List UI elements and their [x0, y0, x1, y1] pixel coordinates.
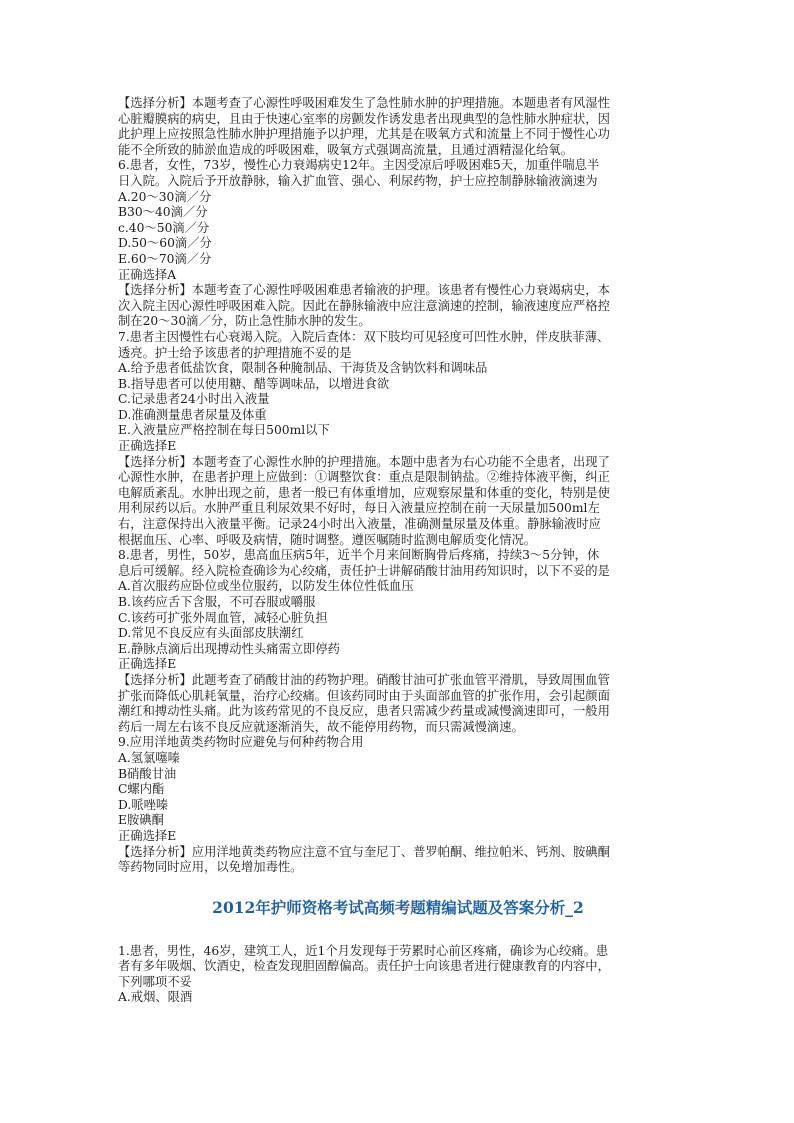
question-stem: 透亮。护士给予该患者的护理措施不妥的是 [118, 345, 352, 360]
option-c: c.40～50滴／分 [118, 220, 210, 235]
text-line: 等药物同时应用，以免增加毒性。 [118, 860, 303, 875]
text-line: 【选择分析】此题考查了硝酸甘油的药物护理。硝酸甘油可扩张血管平滑肌，导致周围血管 [118, 672, 610, 687]
text-line: 扩张而降低心肌耗氧量，治疗心绞痛。但该药同时由于头面部血管的扩张作用，会引起颜面 [118, 688, 610, 703]
option-a: A.戒烟、限酒 [118, 990, 193, 1005]
option-e: E胺碘酮 [118, 813, 164, 828]
analysis-q5 [118, 96, 678, 158]
text-line: 用利尿药以后。水肿严重且利尿效果不好时，每日入液量应控制在前一天尿量加500ml左 [118, 501, 600, 516]
option-b: B.该药应舌下含服，不可吞服或嚼服 [118, 595, 316, 609]
option-e: E.静脉点滴后出现搏动性头痛需立即停药 [118, 641, 340, 656]
analysis-q9 [118, 845, 678, 876]
question-stem: 8.患者，男性，50岁，患高血压病5年，近半个月来间断胸骨后疼痛，持续3～5分钟，休 [118, 548, 600, 563]
correct-answer: 正确选择E [118, 657, 177, 672]
option-a: A.首次服药应卧位或坐位服药，以防发生体位性低血压 [118, 579, 414, 594]
option-a: A.20～30滴／分 [118, 189, 212, 204]
text-line: 右，注意保持出入液量平衡。记录24小时出入液量，准确测量尿量及体重。静脉输液时应 [118, 517, 601, 532]
question-1 [118, 944, 678, 1006]
option-c: C.该药可扩张外周血管，减轻心脏负担 [118, 610, 328, 625]
analysis-q6 [118, 283, 678, 330]
analysis-q7 [118, 455, 678, 549]
question-6 [118, 158, 678, 283]
text-line: 潮红和搏动性头痛。此为该药常见的不良反应，患者只需减少药量或减慢滴速即可，一般用 [118, 704, 610, 719]
option-d: D.常见不良反应有头面部皮肤潮红 [118, 626, 304, 641]
text-line: 【选择分析】本题考查了心源性呼吸困难发生了急性肺水肿的护理措施。本题患者有风湿性 [118, 96, 610, 110]
option-a: A.给予患者低盐饮食，限制各种腌制品、干海货及含钠饮料和调味品 [118, 361, 488, 376]
option-d: D.哌唑嗪 [118, 797, 169, 812]
option-d: D.准确测量患者尿量及体重 [118, 407, 267, 422]
question-stem: 9.应用洋地黄类药物时应避免与何种药物合用 [118, 735, 364, 750]
text-line: 【选择分析】本题考查了心源性水肿的护理措施。本题中患者为右心功能不全患者，出现了 [118, 454, 610, 469]
text-line: 药后一周左右该不良反应就逐渐消失，故不能停用药物，而只需减慢滴速。 [118, 719, 524, 734]
option-e: E.入液量应严格控制在每日500ml以下 [118, 423, 330, 438]
option-e: E.60～70滴／分 [118, 251, 212, 266]
question-9 [118, 735, 678, 844]
correct-answer: 正确选择E [118, 439, 177, 454]
text-line: 心脏瓣膜病的病史，且由于快速心室率的房颤发作诱发患者出现典型的急性肺水肿症状，因 [118, 111, 610, 126]
question-stem: 6.患者，女性，73岁，慢性心力衰竭病史12年。主因受凉后呼吸困难5天，加重伴喘息半 [118, 158, 600, 173]
correct-answer: 正确选择A [118, 267, 177, 282]
analysis-q8 [118, 673, 678, 735]
question-stem: 下列哪项不妥 [118, 974, 192, 989]
option-b: B30～40滴／分 [118, 205, 208, 220]
text-line: 次入院主因心源性呼吸困难入院。因此在静脉输液中应注意滴速的控制，输液速度应严格控 [118, 298, 610, 313]
section-heading: 2012年护师资格考试高频考题精编试题及答案分析_2 [212, 897, 584, 917]
text-line: 制在20～30滴／分，防止急性肺水肿的发生。 [118, 314, 371, 329]
option-c: C螺内酯 [118, 782, 165, 797]
document-page [118, 96, 678, 1006]
option-b: B硝酸甘油 [118, 766, 177, 781]
option-c: C.记录患者24小时出入液量 [118, 392, 270, 407]
text-line: 心源性水肿，在患者护理上应做到：①调整饮食：重点是限制钠盐。②维持体液平衡，纠正 [118, 470, 610, 485]
text-line: 能不全所致的肺淤血造成的呼吸困难，吸氧方式强调高流量，且通过酒精湿化给氧。 [118, 142, 573, 157]
correct-answer: 正确选择E [118, 828, 177, 843]
text-line: 此护理上应按照急性肺水肿护理措施予以护理，尤其是在吸氧方式和流量上不同于慢性心功 [118, 127, 610, 142]
option-d: D.50～60滴／分 [118, 236, 212, 251]
option-b: B.指导患者可以使用糖、醋等调味品，以增进食欲 [118, 376, 390, 391]
question-stem: 7.患者主因慢性右心衰竭入院。入院后查体：双下肢均可见轻度可凹性水肿，伴皮肤菲薄、 [118, 329, 610, 344]
text-line: 【选择分析】应用洋地黄类药物应注意不宜与奎尼丁、普罗帕酮、维拉帕米、钙剂、胺碘酮 [118, 844, 610, 859]
text-line: 【选择分析】本题考查了心源性呼吸困难患者输液的护理。该患者有慢性心力衰竭病史，本 [118, 283, 610, 298]
question-7 [118, 330, 678, 455]
question-stem: 者有多年吸烟、饮酒史，检查发现胆固醇偏高。责任护士向该患者进行健康教育的内容中， [118, 959, 610, 974]
text-line: 根据血压、心率、呼吸及病情，随时调整。遵医嘱随时监测电解质变化情况。 [118, 532, 537, 547]
question-8 [118, 548, 678, 673]
question-stem: 息后可缓解。经入院检查确诊为心绞痛，责任护士讲解硝酸甘油用药知识时，以下不妥的是 [118, 563, 610, 578]
question-stem: 1.患者，男性，46岁，建筑工人，近1个月发现每于劳累时心前区疼痛，确诊为心绞痛。患 [118, 943, 609, 958]
text-line: 电解质紊乱。水肿出现之前，患者一般已有体重增加，应观察尿量和体重的变化，特别是使 [118, 485, 610, 500]
option-a: A.氢氯噻嗪 [118, 750, 180, 765]
question-stem: 日入院。入院后予开放静脉，输入扩血管、强心、利尿药物，护士应控制静脉输液滴速为 [118, 173, 598, 188]
